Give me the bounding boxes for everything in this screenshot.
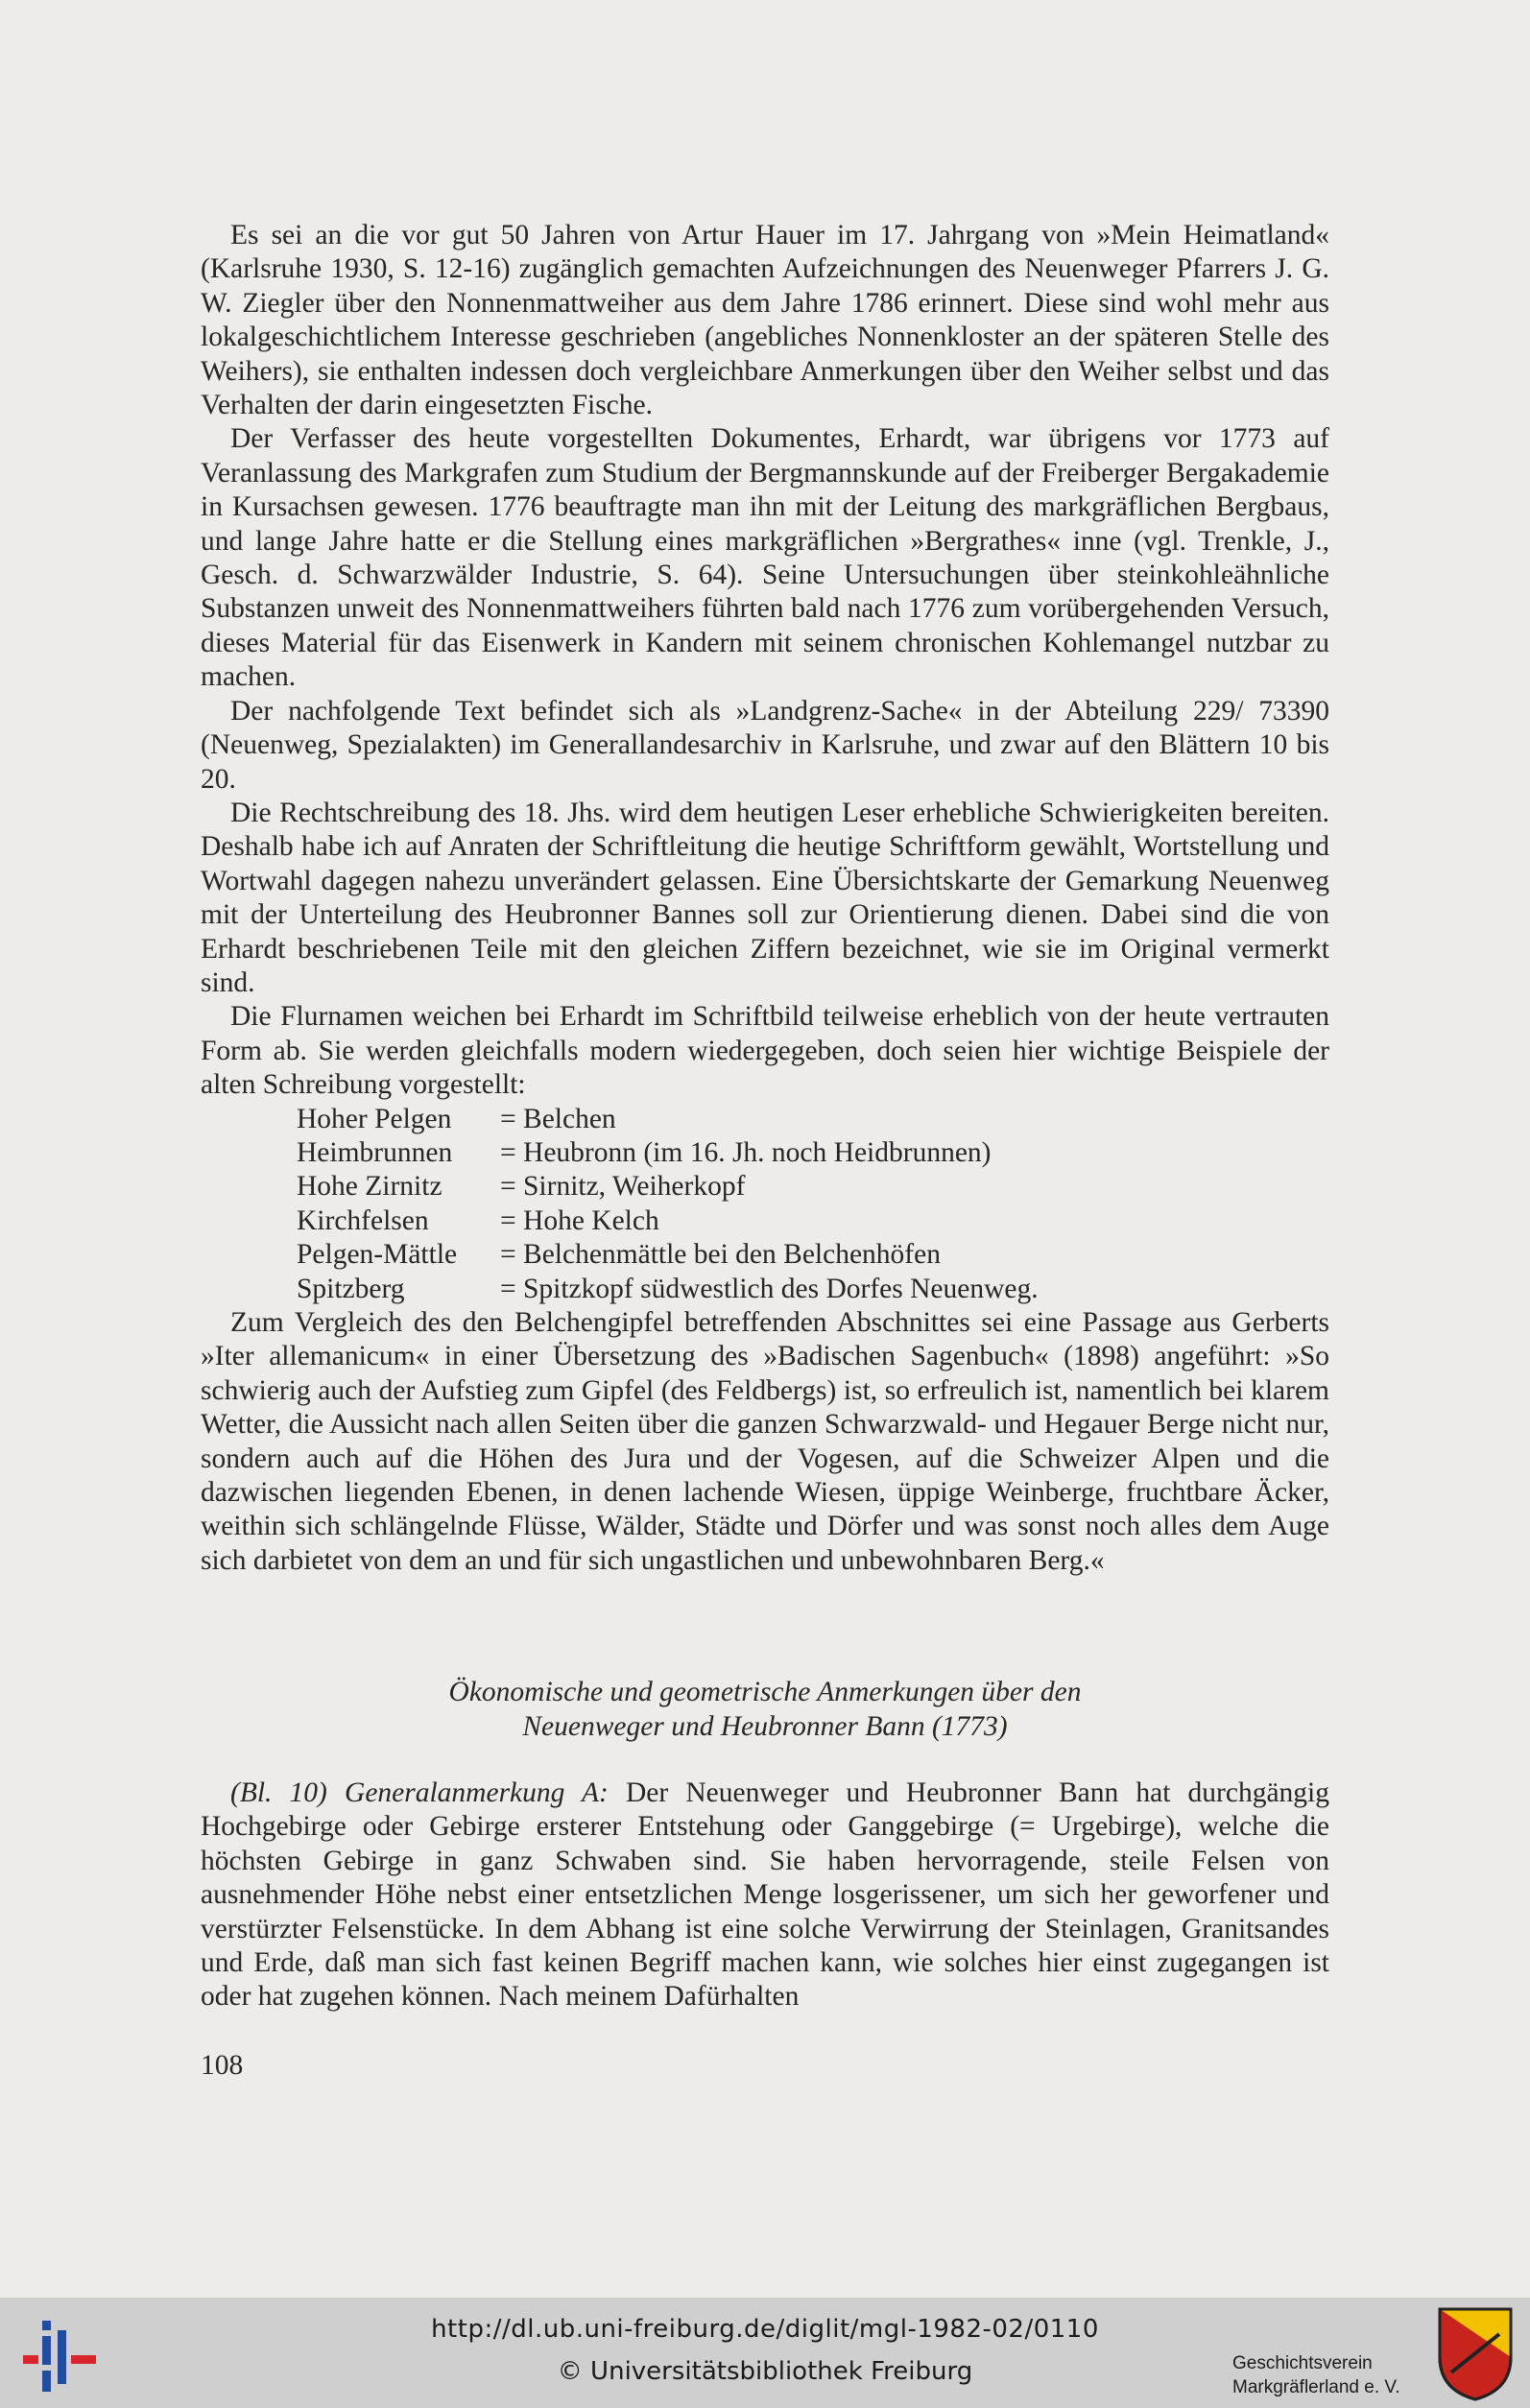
old-name: Spitzberg <box>297 1273 405 1304</box>
body-text-section <box>201 1776 1329 2015</box>
old-name: Heimbrunnen <box>297 1136 453 1168</box>
new-name: = Heubronn (im 16. Jh. noch Heidbrunnen) <box>500 1136 992 1168</box>
old-name: Pelgen-Mättle <box>297 1239 458 1271</box>
society-name <box>1232 2351 1400 2399</box>
paragraph: Die Flurnamen weichen bei Erhardt im Schriftbild teilweise erheblich von der heute vertrauten Form ab. Sie werden gleichfalls modern wiedergegeben, doch seien hier wichtige Beispiele der alten Schreibung vorgestellt: <box>201 1001 1329 1101</box>
paragraph: Die Rechtschreibung des 18. Jhs. wird dem heutigen Leser erhebliche Schwierigkeiten bereiten. Deshalb habe ich auf Anraten der Schriftleitung die heutige Schriftform gewählt, Wortstellung und Wortwahl dagegen nahezu unverändert gelassen. Eine Übersichtskarte der Gemarkung Neuenweg mit der Unterteilung des Heubronner Bannes soll zur Orientierung dienen. Dabei sind die von Erhardt beschriebenen Teile mit den gleichen Ziffern bezeichnet, wie sie im Original vermerkt sind. <box>201 797 1329 998</box>
paragraph: Der nachfolgende Text befindet sich als »Landgrenz-Sache« in der Abteilung 229/ 73390 (Neuenweg, Spezialakten) im Generallandesarchiv in Karlsruhe, und zwar auf den Blättern 10 bis 20. <box>201 695 1329 795</box>
new-name: = Belchen <box>500 1103 616 1134</box>
copyright-notice: © Universitätsbibliothek Freiburg <box>557 2357 973 2386</box>
new-name: = Belchenmättle bei den Belchenhöfen <box>500 1239 941 1271</box>
page-number: 108 <box>201 2050 244 2081</box>
society-name-line: Markgräflerland e. V. <box>1232 2377 1400 2397</box>
body-text-top <box>201 219 1329 1578</box>
flurname-row <box>297 1103 1039 1136</box>
paragraph-body: Der Neuenweger und Heubronner Bann hat durchgängig Hochgebirge oder Gebirge ersterer Entstehung oder Ganggebirge (= Urgebirge), welche die höchsten Gebirge in ganz Schwaben sind. Sie haben hervorragende, steile Felsen von ausnehmender Höhe nebst einer entsetzlichen Menge losgerissener, um sich her geworfener und verstürzter Felsenstücke. In dem Abhang ist eine solche Verwirrung der Steinlagen, Granitsandes und Erde, daß man sich fast keinen Begriff machen kann, wie solches hier einst zugegangen ist oder hat zugehen können. Nach meinem Dafürhalten <box>201 1777 1330 2013</box>
new-name: = Spitzkopf südwestlich des Dorfes Neuenweg. <box>500 1273 1039 1304</box>
flurname-row <box>297 1273 1039 1306</box>
section-title-line: Ökonomische und geometrische Anmerkungen über den <box>448 1677 1082 1707</box>
old-name: Hoher Pelgen <box>297 1103 452 1134</box>
flurname-row <box>297 1136 1039 1170</box>
new-name: = Sirnitz, Weiherkopf <box>500 1171 746 1203</box>
section-title-line: Neuenweger und Heubronner Bann (1773) <box>522 1711 1008 1742</box>
paragraph: Es sei an die vor gut 50 Jahren von Artur Hauer im 17. Jahrgang von »Mein Heimatland« (Karlsruhe 1930, S. 12-16) zugänglich gemachten Aufzeichnungen des Neuenweger Pfarrers J. G. W. Ziegler über den Nonnenmattweiher aus dem Jahre 1786 erinnert. Diese sind wohl mehr aus lokalgeschichtlichem Interesse geschrieben (angebliches Nonnenkloster an der späteren Stelle des Weihers), sie enthalten indessen doch vergleichbare Anmerkungen über den Weiher selbst und das Verhalten der darin eingesetzten Fische. <box>201 220 1329 421</box>
old-name: Kirchfelsen <box>297 1204 429 1236</box>
society-crest-icon[interactable] <box>1436 2305 1515 2401</box>
society-name-line: Geschichtsverein <box>1232 2353 1373 2373</box>
paragraph: Zum Vergleich des den Belchengipfel betreffenden Abschnittes sei eine Passage aus Gerberts »Iter allemanicum« in einer Übersetzung des »Badischen Sagenbuch« (1898) angeführt: »So schwierig auch der Aufstieg zum Gipfel (des Feldbergs) ist, so erfreulich ist, namentlich bei klarem Wetter, die Aussicht nach allen Seiten über die ganzen Schwarzwald- und Hegauer Berge nicht nur, sondern auch auf die Höhen des Jura und der Vogesen, auf die Schweizer Alpen und die dazwischen liegenden Ebenen, in denen lachende Wiesen, üppige Weinberge, fruchtbare Äcker, weithin sich schlängelnde Flüsse, Wälder, Städte und Dörfer und was sonst noch alles dem Auge sich darbietet von dem an und für sich ungastlichen und unbewohnbaren Berg.« <box>201 1307 1329 1576</box>
new-name: = Hohe Kelch <box>500 1204 659 1236</box>
paragraph <box>201 1776 1329 2015</box>
flurname-row <box>297 1238 1039 1272</box>
paragraph: Der Verfasser des heute vorgestellten Dokumentes, Erhardt, war übrigens vor 1773 auf Veranlassung des Markgrafen zum Studium der Bergmannskunde auf der Freiberger Bergakademie in Kursachsen gewesen. 1776 beauftragte man ihn mit der Leitung des markgräflichen Bergbaus, und lange Jahre hatte er die Stellung eines markgräflichen »Bergrathes« inne (vgl. Trenkle, J., Gesch. d. Schwarzwälder Industrie, S. 64). Seine Untersuchungen über steinkohleähnliche Substanzen unweit des Nonnenmattweihers führten bald nach 1776 zum vorübergehenden Versuch, dieses Material für das Eisenwerk in Kandern mit seinem chronischen Kohlemangel nutzbar zu machen. <box>201 423 1329 693</box>
section-title <box>201 1675 1329 1744</box>
flurnamen-table <box>297 1103 1039 1306</box>
italic-lead: (Bl. 10) Generalanmerkung A: <box>230 1777 609 1808</box>
old-name: Hohe Zirnitz <box>297 1171 442 1203</box>
flurname-row <box>297 1204 1039 1238</box>
permalink-url[interactable]: http://dl.ub.uni-freiburg.de/diglit/mgl-1982-02/0110 <box>431 2315 1099 2344</box>
footer-bar <box>0 2298 1530 2408</box>
flurname-row <box>297 1170 1039 1204</box>
